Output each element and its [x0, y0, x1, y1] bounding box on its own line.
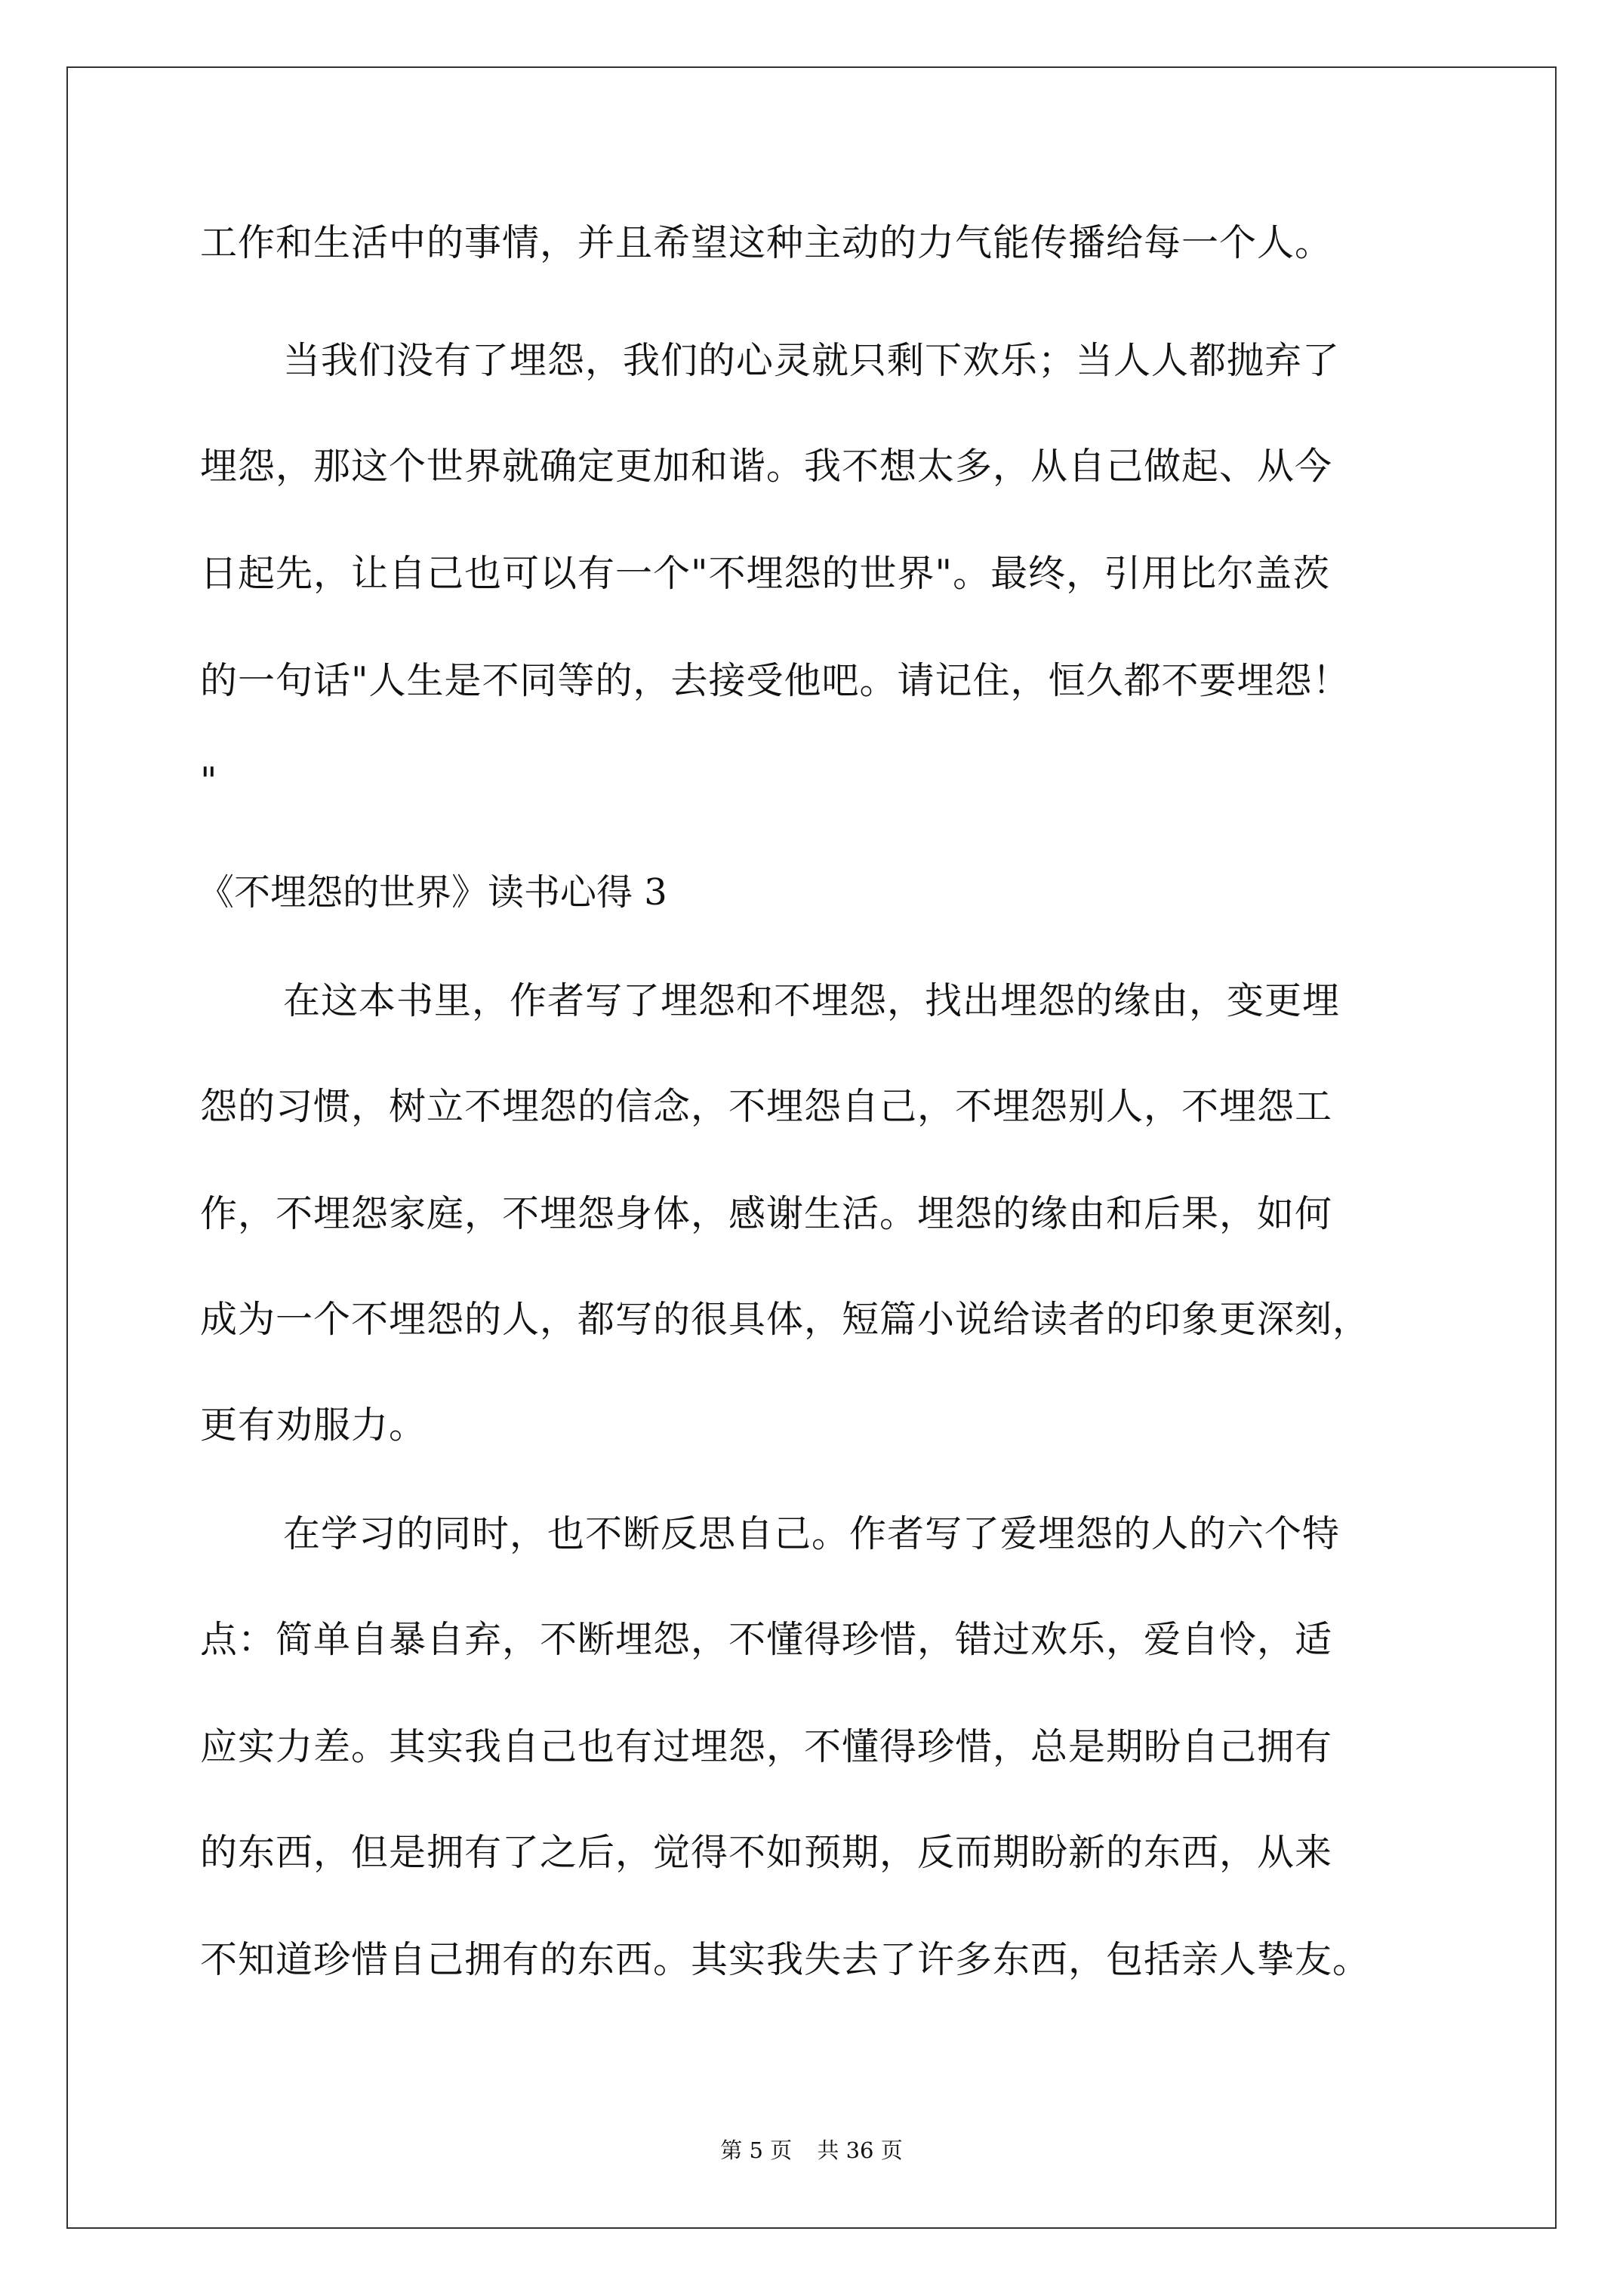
page-total: 共 36 页: [817, 2137, 903, 2163]
paragraph-2-line-2: 埋怨，那这个世界就确定更加和谐。我不想太多，从自己做起、从今: [200, 445, 1333, 488]
paragraph-3-line-5: 更有劝服力。: [200, 1404, 427, 1447]
paragraph-3-line-4: 成为一个不埋怨的人，都写的很具体，短篇小说给读者的印象更深刻，: [200, 1298, 1371, 1341]
paragraph-3-line-2: 怨的习惯，树立不埋怨的信念，不埋怨自己，不埋怨别人，不埋怨工: [200, 1085, 1333, 1128]
paragraph-3-line-3: 作，不埋怨家庭，不埋怨身体，感谢生活。埋怨的缘由和后果，如何: [200, 1192, 1333, 1235]
paragraph-4-line-5: 不知道珍惜自己拥有的东西。其实我失去了许多东西，包括亲人挚友。: [200, 1938, 1371, 1981]
paragraph-3-line-1: 在这本书里，作者写了埋怨和不埋怨，找出埋怨的缘由，变更埋: [283, 979, 1341, 1022]
paragraph-4-line-1: 在学习的同时，也不断反思自己。作者写了爱埋怨的人的六个特: [283, 1512, 1341, 1555]
paragraph-1-line-1: 工作和生活中的事情，并且希望这种主动的力气能传播给每一个人。: [200, 221, 1333, 264]
paragraph-2-line-4: 的一句话"人生是不同等的，去接受他吧。请记住，恒久都不要埋怨！: [200, 659, 1350, 702]
page-footer: [0, 2135, 1623, 2165]
paragraph-2-line-5: ": [200, 760, 218, 803]
paragraph-4-line-4: 的东西，但是拥有了之后，觉得不如预期，反而期盼新的东西，从来: [200, 1831, 1333, 1874]
paragraph-4-line-3: 应实力差。其实我自己也有过埋怨，不懂得珍惜，总是期盼自己拥有: [200, 1725, 1333, 1768]
page-number: 第 5 页: [720, 2137, 793, 2163]
paragraph-2-line-1: 当我们没有了埋怨，我们的心灵就只剩下欢乐；当人人都抛弃了: [283, 339, 1341, 382]
page-border: [66, 66, 1557, 2229]
section-heading: 《不埋怨的世界》读书心得 3: [198, 871, 667, 914]
paragraph-2-line-3: 日起先，让自己也可以有一个"不埋怨的世界"。最终，引用比尔盖茨: [200, 552, 1331, 595]
paragraph-4-line-2: 点：简单自暴自弃，不断埋怨，不懂得珍惜，错过欢乐，爱自怜，适: [200, 1618, 1333, 1661]
